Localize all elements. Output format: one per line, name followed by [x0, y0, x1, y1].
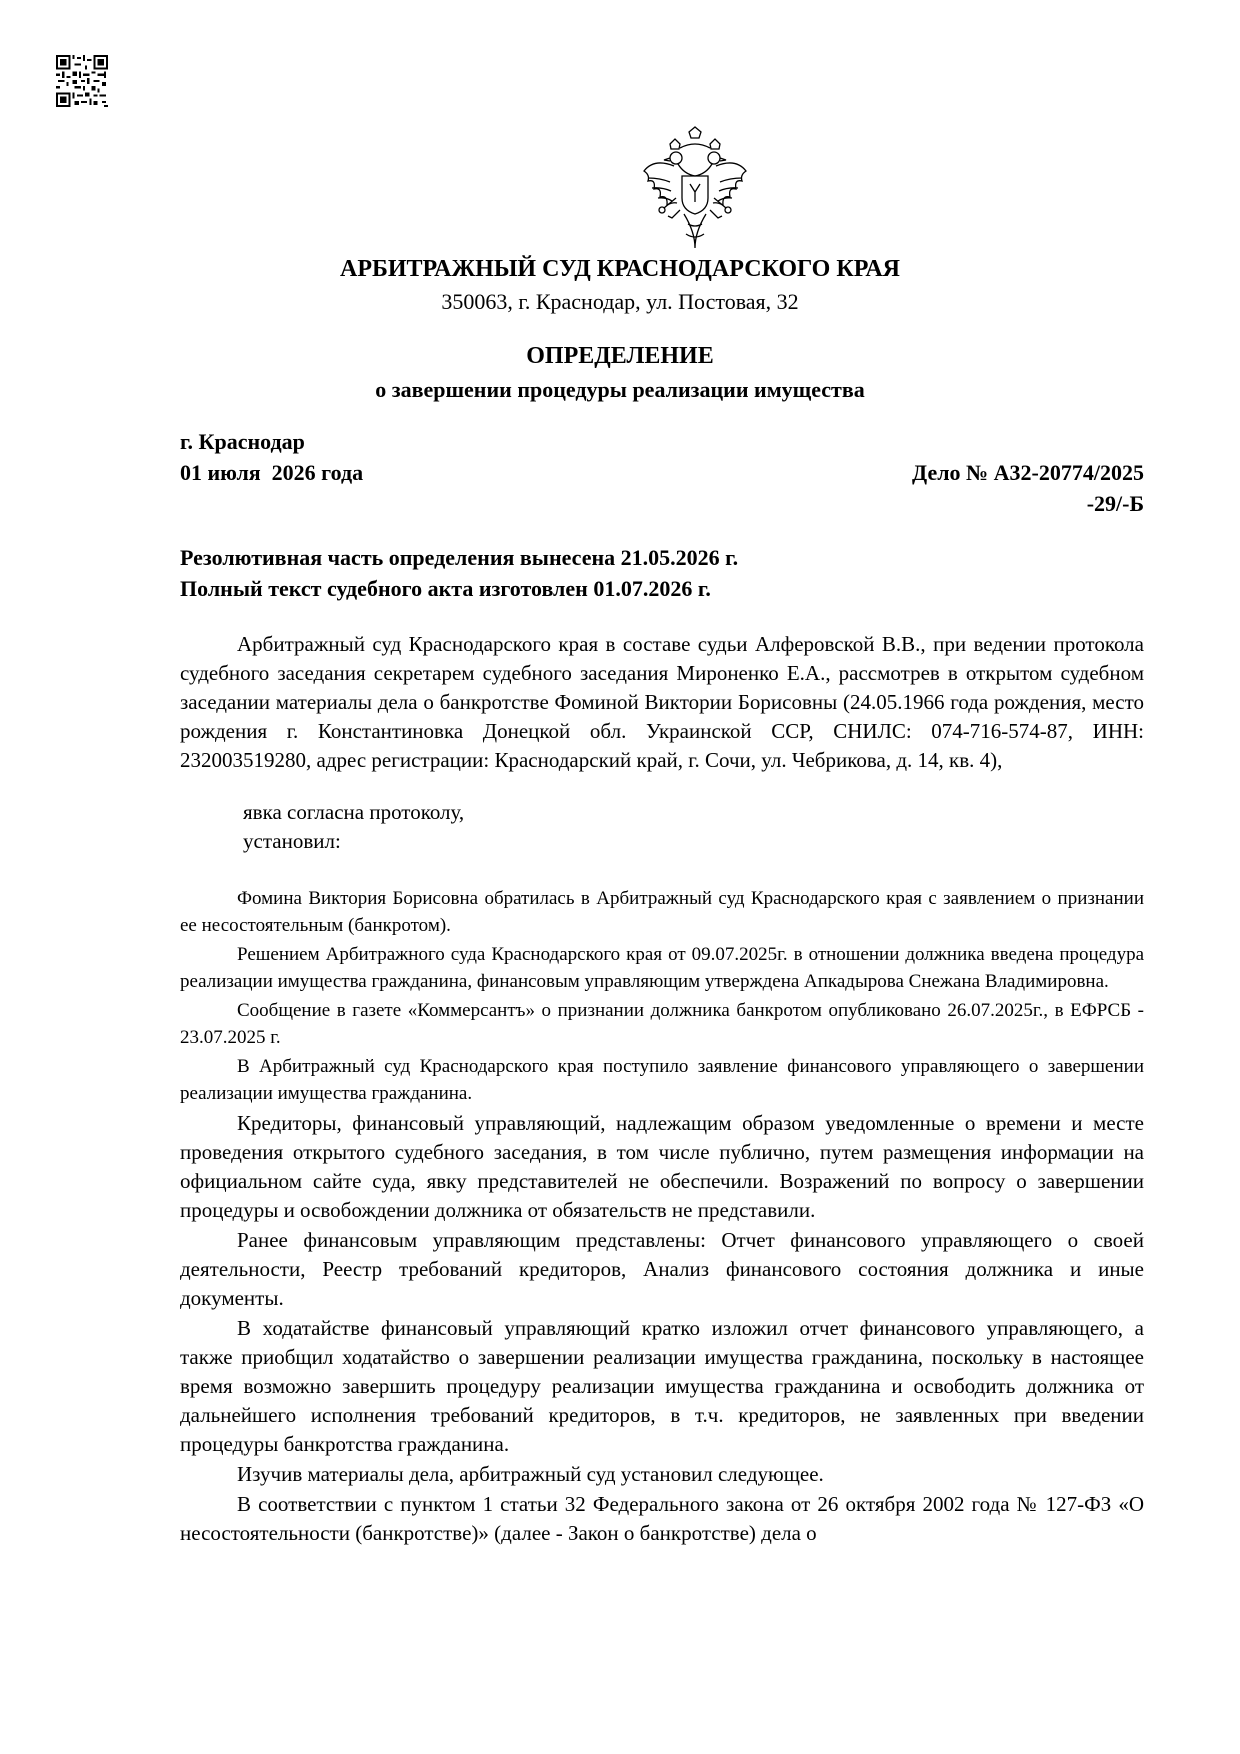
document-subtitle: о завершении процедуры реализации имущества [375, 377, 865, 402]
fact-paragraph: Сообщение в газете «Коммерсантъ» о признании должника банкротом опубликовано 26.07.2025г., в ЕФРСБ - 23.07.2025 г. [180, 1000, 1144, 1048]
established-line: установил: [243, 829, 341, 853]
case-number-suffix: -29/-Б [1086, 491, 1144, 516]
coat-of-arms-emblem [640, 126, 750, 254]
attendance-line: явка согласна протоколу, [243, 800, 465, 824]
fact-paragraph: Изучив материалы дела, арбитражный суд установил следующее. [237, 1462, 824, 1486]
fact-paragraph: Кредиторы, финансовый управляющий, надлежащим образом уведомленные о времени и месте проведения открытого судебного заседания, в том числе публично, путем размещения информации на официальном сайте суда, явку представителей не обеспечили. Возражений по вопросу о завершении процедуры и освобождении должника от обязательств не представили. [180, 1111, 1144, 1222]
city: г. Краснодар [180, 429, 305, 454]
fact-paragraph: Фомина Виктория Борисовна обратилась в Арбитражный суд Краснодарского края с заявлением о признании ее несостоятельным (банкротом). [180, 888, 1144, 936]
facts-section [180, 885, 1144, 1549]
full-text-date-line: Полный текст судебного акта изготовлен 01.07.2026 г. [180, 576, 711, 601]
court-name: АРБИТРАЖНЫЙ СУД КРАСНОДАРСКОГО КРАЯ [339, 256, 900, 282]
fact-paragraph: Решением Арбитражного суда Краснодарского края от 09.07.2025г. в отношении должника введена процедура реализации имущества гражданина, финансовым управляющим утверждена Апкадырова Снежана Владимировна. [180, 944, 1144, 992]
qr-code [56, 55, 108, 107]
intro-paragraph-block [180, 630, 1144, 775]
case-number: Дело № А32-20774/2025 [912, 460, 1144, 485]
fact-paragraph: В ходатайстве финансовый управляющий кратко изложил отчет финансового управляющего, а также приобщил ходатайство о завершении реализации имущества гражданина, поскольку в настоящее время возможно завершить процедуру реализации имущества гражданина и освободить должника от дальнейшего исполнения требований кредиторов, в т.ч. кредиторов, не заявленных при введении процедуры банкротства гражданина. [180, 1316, 1144, 1456]
resolution-date-line: Резолютивная часть определения вынесена 21.05.2026 г. [180, 545, 739, 570]
fact-paragraph: В соответствии с пунктом 1 статьи 32 Федерального закона от 26 октября 2002 года № 127-ФЗ «О несостоятельности (банкротстве)» (далее - Закон о банкротстве) дела о [180, 1492, 1144, 1545]
intro-paragraph: Арбитражный суд Краснодарского края в составе судьи Алферовской В.В., при ведении протокола судебного заседания секретарем судебного заседания Мироненко Е.А., рассмотрев в открытом судебном заседании материалы дела о банкротстве Фоминой Виктории Борисовны (24.05.1966 года рождения, место рождения г. Константиновка Донецкой обл. Украинской ССР, СНИЛС: 074-716-574-87, ИНН: 232003519280, адрес регистрации: Краснодарский край, г. Сочи, ул. Чебрикова, д. 14, кв. 4), [180, 632, 1144, 772]
document-date: 01 июля 2026 года [180, 460, 364, 485]
fact-paragraph: В Арбитражный суд Краснодарского края поступило заявление финансового управляющего о завершении реализации имущества гражданина. [180, 1056, 1144, 1104]
fact-paragraph: Ранее финансовым управляющим представлены: Отчет финансового управляющего о своей деятельности, Реестр требований кредиторов, Анализ финансового состояния должника и иные документы. [180, 1228, 1144, 1310]
court-address: 350063, г. Краснодар, ул. Постовая, 32 [441, 289, 799, 314]
document-type: ОПРЕДЕЛЕНИЕ [526, 343, 714, 369]
